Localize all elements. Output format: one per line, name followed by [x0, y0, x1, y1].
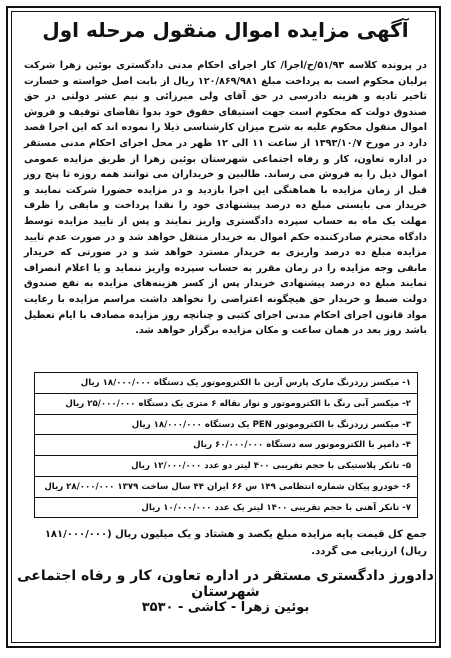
item-row: ۲- میکسر آبی رنگ با الکتروموتور و نوار نقاله ۶ متری یک دستگاه ۲۵/۰۰۰/۰۰۰ ریال — [35, 394, 417, 415]
item-row: ۱- میکسر زردرنگ مارک پارس آرین با الکتروموتور یک دستگاه ۱۸/۰۰۰/۰۰۰ ریال — [35, 373, 417, 394]
total-price: جمع کل قیمت پایه مزایده مبلغ یکصد و هشتاد و یک میلیون ریال (۱۸۱/۰۰۰/۰۰۰ ریال) ارزیابی می گردد. — [44, 529, 427, 557]
item-row: ۴- دامپر با الکتروموتور سه دستگاه ۶۰/۰۰۰/۰۰۰ ریال — [35, 435, 417, 456]
notice-body: در پرونده کلاسه ۵۱/۹۳/ح/اجرا/ کار اجرای احکام مدنی دادگستری بوئین زهرا شرکت برلیان محکوم است به پرداخت مبلغ ۱۲۰/۸۶۹/۹۸۱ ریال از بابت اصل خواسته و خسارت تاخیر تادیه و هزینه دادرسی در حق آقای ولی میرزائی و نیم عشر دولتی در حق صندوق دولت که محکوم است جهت استیفای حقوق خود بدوا تقاضای توقیف و فروش اموال منقول محکوم علیه به شرح میزان کارشناسی ذیلا را نموده اند که این اجرا قصد دارد در مورخ ۱۳۹۳/۱۰/۷ از ساعت ۱۱ الی ۱۲ ظهر در محل اجرای احکام مدنی مستقر در اداره تعاون، کار و رفاه اجتماعی شهرستان بوئین زهرا از طریق مزایده عمومی اموال ذیل را به فروش می رساند. طالبین و خریداران می توانند همه روزه تا پنج روز قبل از زمان مزایده با هماهنگی این اجرا بازدید و در مزایده حضورا شرکت نمایند و خریدار می بایستی مبلغ ده درصد پیشنهادی خود را نقدا پرداخت و مابقی را ظرف مهلت یک ماه به حساب سپرده دادگستری واریز نمایند و پس از تایید مزایده توسط دادگاه محترم صادرکننده حکم اموال به خریدار منتقل خواهد شد و در صورت عدم تایید مزایده مبلغ ده درصد واریزی به خریدار مسترد خواهد شد و در صورتی که خریدار مابقی وجه مزایده را در زمان مقرر به حساب سپرده واریز ننماید و یا اعلام انصراف نمایند مبلغ ده درصد پیشنهادی خریدار پس از کسر هزینه‌های مزایده به نفع صندوق دولت ضبط و خریدار حق هیچگونه اعتراضی را نخواهد داشت مراسم مزایده با رعایت مواد قانون اجرای احکام مدنی اجرای کتبی و چنانچه روز مزایده مصادف با ایام تعطیل باشد روز بعد در همان ساعت و مکان مزایده برگزار خواهد شد. — [24, 60, 427, 337]
signature-line-2: بوئین زهرا - کاشی - ۳۵۳۰ — [141, 600, 310, 615]
item-row: ۳- میکسر زردرنگ با الکتروموتور PEN یک دستگاه ۱۸/۰۰۰/۰۰۰ ریال — [35, 415, 417, 436]
item-row: ۵- تانکر پلاستیکی با حجم تقریبی ۴۰۰ لیتر دو عدد ۱۲/۰۰۰/۰۰۰ ریال — [35, 456, 417, 477]
signature-line-1: دادورز دادگستری مستقر در اداره تعاون، کار و رفاه اجتماعی شهرستان — [17, 568, 434, 600]
items-table — [34, 372, 418, 518]
item-row: ۶- خودرو پیکان شماره انتظامی ۱۴۹ س ۶۶ ایران ۴۴ سال ساخت ۱۳۷۹ ۲۸/۰۰۰/۰۰۰ ریال — [35, 477, 417, 498]
item-row: ۷- تانکر آهنی با حجم تقریبی ۱۴۰۰ لیتر یک عدد ۱۰/۰۰۰/۰۰۰ ریال — [141, 502, 411, 513]
notice-title: آگهی مزایده اموال منقول مرحله اول — [42, 18, 409, 42]
